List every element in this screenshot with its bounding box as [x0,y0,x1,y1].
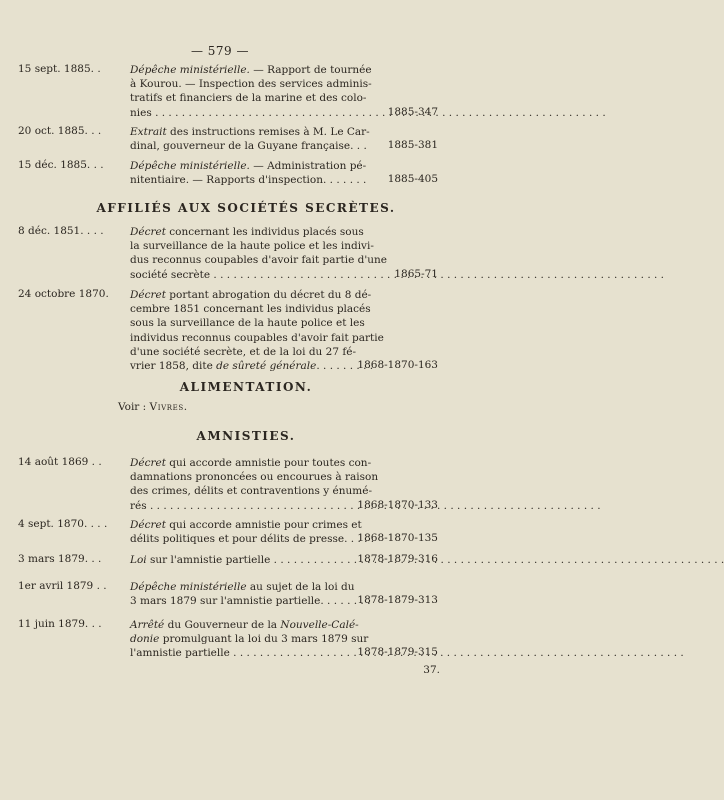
italic-term: Décret [130,226,166,238]
text-segment: la surveillance de la haute police et les indivi- [130,240,374,253]
italic-term: donie [130,633,160,646]
entry-date: 1er avril 1879 . . [18,580,107,592]
entry-text-line [130,646,334,660]
entry-text [130,225,387,282]
cross-reference [118,401,188,413]
entry-text [130,580,371,608]
italic-term: Dépêche ministérielle. [130,160,250,172]
italic-term: Dépêche ministérielle. [130,64,250,76]
entry-text-line [130,253,387,267]
text-segment: d'une société secrète, et de la loi du 27 fé- [130,345,356,358]
entry-text-line [130,518,362,532]
entry-text-line [130,173,367,187]
index-entry [18,580,438,608]
text-segment: à Kourou. — Inspection des services adminis- [130,78,372,91]
entry-text-line [130,553,334,567]
entry-date: 20 oct. 1885. . . [18,125,102,137]
text-segment: promulguant la loi du 3 mars 1879 sur [159,633,369,646]
text-segment: qui accorde amnistie pour toutes con- [165,457,372,469]
text-segment: qui accorde amnistie pour crimes et [165,519,362,531]
text-segment: des instructions remises à M. Le Car- [166,126,370,138]
entry-reference: 1885-405 [387,173,438,186]
entry-date: 3 mars 1879. . . [18,553,102,565]
italic-term: Décret [130,457,166,469]
index-entry [18,456,438,513]
entry-text-line [130,268,334,282]
text-segment: délits politiques et pour délits de presse. . . . . [130,533,375,546]
entry-text [130,125,370,153]
entry-date: 11 juin 1879. . . [18,618,102,630]
entry-text-line [130,618,359,632]
entry-date: 14 août 1869 . . [18,456,102,468]
italic-term: Dépêche ministérielle [130,581,247,593]
index-entry [18,288,438,373]
index-entry [18,225,438,282]
entry-reference: 1885-347 [387,105,438,118]
entry-date: 4 sept. 1870. . . . [18,518,108,530]
text-segment: des crimes, délits et contraventions y énumé- [130,485,373,498]
cross-reference-prefix: Voir : [118,401,150,413]
italic-term: de sûreté générale [216,360,317,373]
text-segment: du Gouverneur de la [164,619,281,631]
text-segment: nitentiaire. — Rapports d'inspection. . . . . . . [130,174,367,187]
section-heading: AFFILIÉS AUX SOCIÉTÉS SECRÈTES. [96,201,396,215]
text-segment: individus reconnus coupables d'avoir fait partie [130,331,384,344]
entry-text-line [130,225,364,239]
entry-text-line [130,345,356,359]
italic-term: Arrêté [130,619,165,631]
index-entry [18,518,438,546]
text-segment: — Administration pé- [249,160,367,172]
entry-reference: 1885-381 [387,139,438,152]
entry-text-line [130,302,371,316]
entry-text-line [130,580,355,594]
index-entry [18,618,438,661]
section-heading: ALIMENTATION. [179,380,313,394]
entry-text-line [130,359,374,373]
entry-text-line [130,63,372,77]
text-segment: portant abrogation du décret du 8 dé- [165,289,372,301]
entry-text-line [130,532,375,546]
entry-text-line [130,125,370,139]
entry-text-line [130,239,374,253]
entry-text [130,288,384,373]
entry-date: 15 sept. 1885. . [18,63,101,75]
entry-text-line [130,484,373,498]
entry-reference: 1865-71 [394,267,438,280]
text-segment: cembre 1851 concernant les individus placés [130,303,371,316]
text-segment: damnations prononcées ou encourues à raison [130,471,379,484]
text-segment: tratifs et financiers de la marine et des colo- [130,92,367,105]
entry-date: 15 déc. 1885. . . [18,159,104,171]
index-entry [18,63,438,120]
italic-term: Décret [130,519,166,531]
entry-reference: 1868-1870-133 [357,498,438,511]
text-segment: sur l'amnistie partielle [146,554,271,566]
signature-mark: 37. [423,664,440,676]
italic-term: Nouvelle-Calé- [280,619,359,631]
entry-reference: 1878-1879-313 [357,594,438,607]
text-segment: société secrète [130,268,211,281]
text-segment: — Rapport de tournée [249,64,372,76]
page-number: — 579 — [190,44,250,58]
entry-text-line [130,331,384,345]
entry-text [130,63,372,120]
entry-text-line [130,139,367,153]
entry-text-line [130,470,379,484]
entry-text-line [130,632,369,646]
italic-term: Décret [130,289,166,301]
text-segment: sous la surveillance de la haute police et les [130,317,365,330]
index-entry [18,553,438,567]
entry-text-line [130,288,372,302]
entry-date: 8 déc. 1851. . . . [18,225,104,237]
entry-date: 24 octobre 1870. [18,288,109,300]
entry-text-line [130,77,372,91]
text-segment: dus reconnus coupables d'avoir fait partie d'une [130,254,387,267]
cross-reference-target: Vivres. [149,401,188,413]
entry-text [130,553,334,567]
text-segment: dinal, gouverneur de la Guyane française. . . [130,140,367,153]
italic-term: Extrait [130,126,167,138]
text-segment: l'amnistie partielle [130,647,230,660]
entry-text-line [130,456,372,470]
text-segment: concernant les individus placés sous [165,226,364,238]
text-segment: 3 mars 1879 sur l'amnistie partielle. . . . . . . . [130,595,371,608]
entry-reference: 1868-1870-163 [357,359,438,371]
entry-text-line [130,106,334,120]
entry-reference: 1868-1870-135 [357,532,438,545]
text-segment: . . . . . . . . . [316,360,374,373]
italic-term: Loi [130,554,147,566]
entry-text-line [130,91,367,105]
section-heading: AMNISTIES. [196,429,296,443]
entry-text-line [130,499,334,513]
entry-text [130,618,369,661]
entry-reference: 1878-1879-316 [357,553,438,565]
entry-text-line [130,159,367,173]
text-segment: vrier 1858, dite [130,360,217,373]
text-segment: nies [130,106,152,119]
text-segment: rés [130,499,147,512]
index-entry [18,159,438,187]
entry-text [130,456,379,513]
entry-text-line [130,594,371,608]
entry-text [130,518,375,546]
index-entry [18,125,438,153]
text-segment: au sujet de la loi du [246,581,355,593]
entry-text [130,159,367,187]
entry-text-line [130,316,365,330]
entry-reference: 1878-1879-315 [357,646,438,659]
